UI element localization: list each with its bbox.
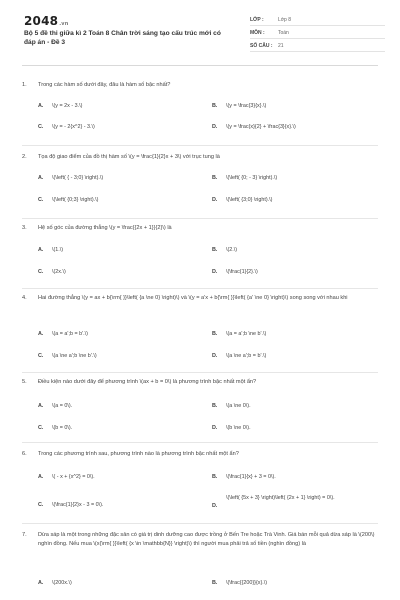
option-2-c[interactable]: [38, 196, 208, 204]
option-letter: B.: [212, 403, 218, 409]
option-letter: B.: [212, 247, 218, 253]
question-text: Tọa độ giao điểm của đồ thị hàm số \(y = \frac{1}{2}x + 3\) với trục tung là: [38, 154, 220, 160]
option-2-d[interactable]: [212, 196, 382, 204]
option-letter: C.: [38, 124, 44, 130]
meta-value: Lớp 8: [278, 17, 292, 23]
option-letter: B.: [212, 580, 218, 586]
option-text: \(a = 0\).: [52, 403, 73, 409]
meta-key: LỚP :: [250, 17, 264, 23]
meta-value: 21: [278, 43, 284, 49]
divider: [22, 372, 378, 373]
option-text: \(a \ne a';b = b'.\): [226, 353, 267, 359]
option-text: \(\left( {0; - 3} \right).\): [226, 175, 278, 181]
option-4-c[interactable]: [38, 352, 208, 360]
question-text: Trong các hàm số dưới đây, đâu là hàm số bậc nhất?: [38, 82, 171, 88]
logo-main: 2048: [24, 14, 59, 28]
meta-row-class: [250, 15, 385, 26]
option-text: \(\left( {5x + 3} \right)\left( {2x + 1} \right) = 0\).: [226, 495, 335, 501]
option-text: \(\frac{1}{2}x - 3 = 0\).: [52, 502, 104, 508]
option-5-b[interactable]: [212, 402, 382, 410]
question-text: Trong các phương trình sau, phương trình nào là phương trình bậc nhất một ẩn?: [38, 451, 239, 457]
question-6: [22, 450, 378, 459]
option-text: \(1.\): [52, 247, 64, 253]
question-number: 1.: [22, 82, 27, 88]
option-3-d[interactable]: [212, 268, 382, 276]
option-text: \(y = \frac{3}{x}.\): [226, 103, 267, 109]
option-letter: A.: [38, 580, 44, 586]
divider: [22, 288, 378, 289]
question-number: 4.: [22, 295, 27, 301]
option-5-d[interactable]: [212, 424, 382, 432]
divider: [22, 442, 378, 443]
option-1-d[interactable]: [212, 123, 382, 131]
question-number: 7.: [22, 532, 27, 538]
option-letter: A.: [38, 103, 44, 109]
option-text: \(b \ne 0\).: [226, 425, 251, 431]
option-text: \(y = 2x - 3.\): [52, 103, 83, 109]
question-text: Dừa sáp là một trong những đặc sản có giá trị dinh dưỡng cao được trồng ở Bến Tre hoặc Trà Vinh. Giá bán mỗi quả dừa sáp là \(200\) nghìn đồng. Nếu mua \(x{\rm{ }}\left( {x \in \mathbb{N}} \right)\) thì người mua phải trả số tiền (nghìn đồng) là: [38, 532, 375, 547]
option-1-c[interactable]: [38, 123, 208, 131]
option-text: \( - x + {x^2} = 0\).: [52, 474, 95, 480]
option-1-b[interactable]: [212, 102, 382, 110]
option-letter: A.: [38, 403, 44, 409]
question-text: Hai đường thẳng \(y = ax + b{\rm{ }}\left( {a \ne 0} \right)\) và \(y = a'x + b{\rm{ }}\left( {a' \ne 0} \right)\) song song với nhau khi: [38, 295, 348, 301]
meta-key: SỐ CÂU :: [250, 43, 273, 49]
question-5: [22, 378, 378, 387]
option-text: \(y = \frac{x}{2} + \frac{3}{x}.\): [226, 124, 296, 130]
question-3: [22, 224, 378, 233]
option-5-a[interactable]: [38, 402, 208, 410]
option-letter: D.: [212, 124, 218, 130]
option-text: \(\frac{{200}}{x}.\): [226, 580, 268, 586]
question-number: 6.: [22, 451, 27, 457]
option-7-b[interactable]: [212, 579, 382, 587]
option-letter: B.: [212, 175, 218, 181]
question-1: [22, 81, 378, 90]
header: [22, 0, 378, 66]
meta-row-count: [250, 41, 385, 52]
meta-table: [250, 15, 385, 52]
option-6-b[interactable]: [212, 473, 382, 481]
option-letter: B.: [212, 331, 218, 337]
option-text: \(a \ne 0\).: [226, 403, 251, 409]
option-text: \(2.\): [226, 247, 238, 253]
option-6-d[interactable]: [212, 494, 372, 510]
option-letter: A.: [38, 175, 44, 181]
option-text: \(a = a';b = b'.\): [52, 331, 88, 337]
option-letter: D.: [212, 503, 218, 509]
question-7: [22, 531, 378, 548]
option-text: \(y = - 2{x^2} - 3.\): [52, 124, 95, 130]
option-letter: B.: [212, 103, 218, 109]
question-number: 5.: [22, 379, 27, 385]
option-text: \(\left( {3;0} \right).\): [226, 197, 273, 203]
option-text: \(\frac{1}{x} + 3 = 0\).: [226, 474, 276, 480]
document-title: Bộ 5 đề thi giữa kì 2 Toán 8 Chân trời sáng tạo cấu trúc mới có đáp án - Đề 3: [24, 30, 221, 46]
logo-sub: .vn: [59, 21, 69, 27]
option-text: \(\left( {0;3} \right).\): [52, 197, 99, 203]
option-text: \(200x.\): [52, 580, 72, 586]
option-text: \(\frac{1}{2}.\): [226, 269, 258, 275]
option-text: \(a \ne a';b \ne b'.\): [52, 353, 97, 359]
meta-key: MÔN :: [250, 30, 265, 36]
option-letter: D.: [212, 197, 218, 203]
option-letter: D.: [212, 353, 218, 359]
question-4: [22, 294, 378, 303]
option-letter: A.: [38, 474, 44, 480]
option-text: \(2x.\): [52, 269, 66, 275]
divider: [22, 523, 378, 524]
option-text: \(\left( { - 3;0} \right).\): [52, 175, 104, 181]
option-6-a[interactable]: [38, 473, 208, 481]
option-7-a[interactable]: [38, 579, 208, 587]
question-number: 3.: [22, 225, 27, 231]
meta-value: Toán: [278, 30, 289, 36]
option-letter: A.: [38, 247, 44, 253]
option-4-b[interactable]: [212, 330, 382, 338]
option-3-a[interactable]: [38, 246, 208, 254]
option-3-c[interactable]: [38, 268, 208, 276]
option-letter: C.: [38, 425, 44, 431]
option-2-b[interactable]: [212, 174, 382, 182]
option-letter: D.: [212, 425, 218, 431]
question-2: [22, 153, 378, 162]
option-3-b[interactable]: [212, 246, 382, 254]
option-2-a[interactable]: [38, 174, 208, 182]
option-letter: B.: [212, 474, 218, 480]
site-logo[interactable]: [24, 14, 69, 28]
question-number: 2.: [22, 154, 27, 160]
divider: [22, 218, 378, 219]
question-text: Điều kiện nào dưới đây để phương trình \(ax + b = 0\) là phương trình bậc nhất một ẩn?: [38, 379, 257, 385]
option-letter: C.: [38, 269, 44, 275]
option-letter: A.: [38, 331, 44, 337]
option-4-a[interactable]: [38, 330, 208, 338]
option-4-d[interactable]: [212, 352, 382, 360]
option-1-a[interactable]: [38, 102, 208, 110]
option-text: \(b = 0\).: [52, 425, 73, 431]
option-letter: D.: [212, 269, 218, 275]
divider: [22, 145, 378, 146]
meta-row-subject: [250, 28, 385, 39]
option-6-c[interactable]: [38, 501, 208, 509]
option-letter: C.: [38, 197, 44, 203]
option-5-c[interactable]: [38, 424, 208, 432]
option-letter: C.: [38, 353, 44, 359]
option-text: \(a = a';b \ne b'.\): [226, 331, 267, 337]
option-letter: C.: [38, 502, 44, 508]
question-text: Hệ số góc của đường thẳng \(y = \frac{{2x + 1}}{2}\) là: [38, 225, 172, 231]
